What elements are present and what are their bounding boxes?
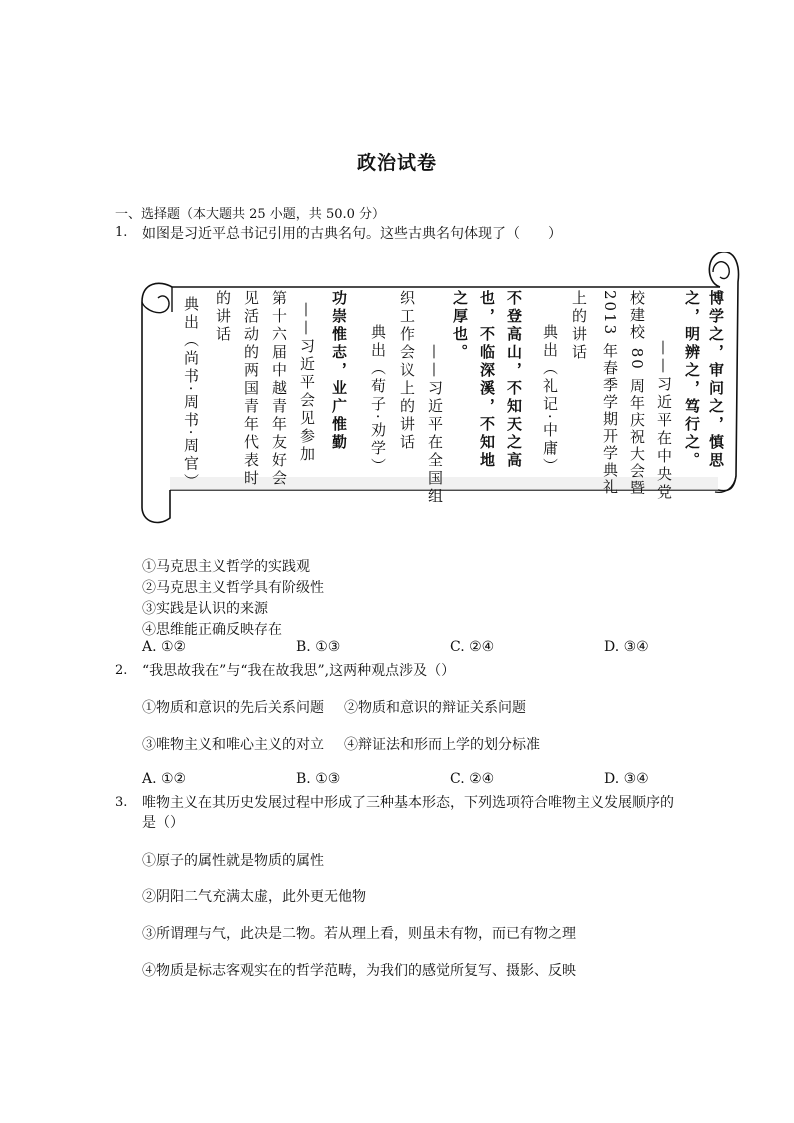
page-title: 政治试卷 — [356, 152, 437, 174]
quote-line: 之厚也。 — [451, 290, 469, 362]
quote-source: 上的讲话 — [570, 290, 588, 362]
choice-b[interactable]: B. ①③ — [296, 639, 341, 655]
option-text: ①物质和意识的先后关系问题 — [142, 700, 324, 716]
quote-source: 校建校 80 周年庆祝大会暨 — [628, 290, 646, 497]
choice-a[interactable]: A. ①② — [142, 771, 187, 787]
choice-d[interactable]: D. ③④ — [604, 639, 649, 655]
choice-c[interactable]: C. ②④ — [450, 639, 495, 655]
option-text: ④思维能正确反映存在 — [142, 622, 282, 638]
quote-line: 之，明辨之，笃行之。 — [683, 290, 701, 470]
quote-line: 功崇惟志，业广惟勤 — [330, 290, 348, 452]
option-text: ②物质和意识的辩证关系问题 — [344, 700, 526, 716]
quote-line: 博学之，审问之，慎思 — [707, 290, 725, 470]
question-text: “我思故我在”与“我在故我思”,这两种观点涉及（） — [142, 663, 456, 679]
question-text: 唯物主义在其历史发展过程中形成了三种基本形态，下列选项符合唯物主义发展顺序的 — [142, 795, 674, 811]
option-text: ④物质是标志客观实在的哲学范畴，为我们的感觉所复写、摄影、反映 — [142, 963, 576, 979]
option-text: ①原子的属性就是物质的属性 — [142, 853, 324, 869]
quote-source: 第十六届中越青年友好会 — [270, 290, 288, 488]
quote-source: 织工作会议上的讲话 — [398, 290, 416, 452]
choice-d[interactable]: D. ③④ — [604, 771, 649, 787]
quote-origin: 典出（尚书·周书·周官） — [182, 296, 200, 492]
option-text: ③实践是认识的来源 — [142, 601, 268, 617]
quote-line: 不登高山，不知天之高 — [505, 290, 523, 470]
quote-origin: 典出（荀子·劝学） — [369, 324, 387, 476]
option-text: ②马克思主义哲学具有阶级性 — [142, 580, 324, 596]
quote-source: 2013 年春季学期开学典礼 — [601, 290, 619, 496]
quote-origin: 典出（礼记·中庸） — [541, 324, 559, 476]
quote-source: 见活动的两国青年代表时 — [242, 290, 260, 488]
choice-c[interactable]: C. ②④ — [450, 771, 495, 787]
quote-source: ——习近平在全国组 — [426, 344, 444, 506]
option-text: ③唯物主义和唯心主义的对立 — [142, 737, 324, 753]
question-text-cont: 是（） — [142, 815, 184, 831]
option-text: ③所谓理与气，此决是二物。若从理上看，则虽未有物，而已有物之理 — [142, 926, 576, 942]
option-text: ②阴阳二气充满太虚，此外更无他物 — [142, 889, 366, 905]
quote-source: 的讲话 — [214, 290, 232, 344]
option-text: ①马克思主义哲学的实践观 — [142, 559, 310, 575]
choice-b[interactable]: B. ①③ — [296, 771, 341, 787]
section-heading: 一、选择题（本大题共 25 小题，共 50.0 分） — [115, 207, 386, 222]
choice-a[interactable]: A. ①② — [142, 639, 187, 655]
question-number: 1. — [115, 225, 128, 240]
question-number: 2. — [115, 663, 128, 678]
question-number: 3. — [115, 795, 128, 810]
quote-source: ——习近平在中央党 — [655, 340, 673, 502]
quote-source: ——习近平会见参加 — [298, 302, 316, 464]
question-text: 如图是习近平总书记引用的古典名句。这些古典名句体现了（ ） — [142, 226, 562, 242]
quote-scroll — [140, 252, 740, 524]
option-text: ④辩证法和形而上学的划分标准 — [344, 737, 540, 753]
quote-line: 也，不临深溪，不知地 — [478, 290, 496, 470]
